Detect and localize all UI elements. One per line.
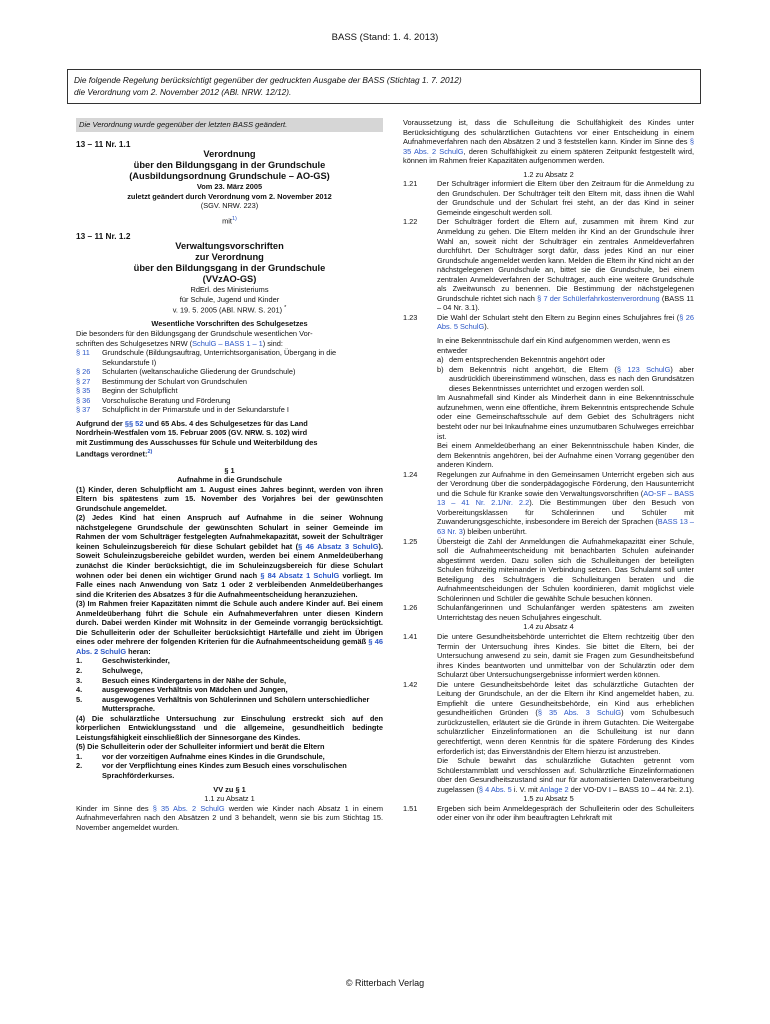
- item-text: [437, 217, 694, 312]
- auf-text-4: Landtags verordnet:: [76, 448, 148, 458]
- list-item: [76, 695, 383, 714]
- item-number: 1.51: [403, 803, 418, 813]
- auf-text: Aufgrund der: [76, 418, 125, 428]
- bek-a-label: a): [437, 355, 444, 365]
- list-item-text: Grundschule (Bildungsauftrag, Unterrichtsorganisation, Übergang in die Sekundarstufe I): [102, 348, 337, 367]
- item-text: [437, 313, 694, 332]
- list-item-key: 5.: [76, 694, 83, 704]
- para-1-abs-2: [76, 513, 383, 599]
- list-item-key: 4.: [76, 685, 83, 695]
- list-item-text: Schularten (weltanschauliche Gliederung der Grundschule): [102, 367, 296, 377]
- t142-c2: i. V. mit: [511, 784, 540, 794]
- para-1-abs-5: (5) Die Schulleiterin oder der Schulleiter informiert und berät die Eltern: [76, 742, 325, 752]
- bekenntnis-block: [403, 336, 694, 470]
- item-number: 1.26: [403, 603, 418, 613]
- item-1-42: [403, 680, 694, 756]
- asterisk-footnote: *: [284, 305, 287, 312]
- abs2-text-b: ). Soweit Schuleinzugsbereiche gebildet wurden, werden bei einem Anmeldeüberhang zunächst die Kinder berücksichtigt, die im Schuleinzugsbereich für diese Schulart wohnen oder bei denen ein wichtiger Grund nach: [76, 541, 383, 580]
- item-text: Der Schulträger informiert die Eltern über den Zeitraum für die Anmeldung zu den Grundschulen. Der Schulträger teilt den Eltern mit, dass ihnen die Wahl der Grundschule und der Schulart frei steht, an der das Kind in seiner Gemeinde eingeschult werden soll.: [437, 179, 694, 217]
- notice-line-1: Die folgende Regelung berücksichtigt gegenüber der gedruckten Ausgabe der BASS (Stichtag 1. 7. 2012): [74, 75, 462, 85]
- intro-a: Voraussetzung ist, dass die Schulleitung die Schulfähigkeit des Kindes unter Berücksichtigung des schulärztlichen Gutachtens vor einer Entscheidung in einem Aufnahmeverfahren nach den Absätzen 2 und 3 feststellen kann. Kinder im Sinne des: [403, 118, 694, 147]
- list-item-text: ausgewogenes Verhältnis von Mädchen und Jungen,: [102, 685, 288, 695]
- t142-b: ) vom Schulbesuch zurückzustellen, erläutert sie die Gründe in ihrem Gutachten. Die Weitergabe schulärztlicher Einzelinformationen an die Schulleitung ist nur dann gerechtfertigt, wenn deren Kenntnis für die spätere Förderung des Kindes erforderlich ist; das Einverständnis der Eltern hierzu ist anzustreben.: [437, 708, 694, 756]
- heading-1-2: 1.2 zu Absatz 2: [523, 169, 574, 179]
- para123-link[interactable]: § 123 SchulG: [616, 364, 671, 374]
- item-text: [437, 680, 694, 756]
- list-item-text: ausgewogenes Verhältnis von Schülerinnen und Schülern unterschiedlicher Muttersprache.: [102, 694, 370, 714]
- list-item-text: Vorschulische Beratung und Förderung: [102, 395, 231, 405]
- list-item-text: Schulwege,: [102, 666, 143, 676]
- abs3-text-b: heran:: [126, 646, 151, 656]
- para-1-abs-3: [76, 599, 383, 656]
- s1-changed: zuletzt geändert durch Verordnung vom 2. November 2012: [127, 191, 332, 201]
- list-item-key: § 11: [76, 348, 90, 358]
- page-footer: © Ritterbach Verlag: [345, 978, 425, 988]
- list-item-key: § 27: [76, 376, 91, 386]
- item-1-23: [403, 313, 694, 332]
- item-1-22: [403, 217, 694, 312]
- list-item-key: 3.: [76, 675, 83, 685]
- list-item-key: § 26: [76, 367, 91, 377]
- s2-rderl-3: [76, 304, 383, 315]
- list-item-key: 1.: [76, 751, 83, 761]
- list-item-text: Beginn der Schulpflicht: [102, 386, 178, 396]
- item-text: Schulanfängerinnen und Schulanfänger werden spätestens am zweiten Unterrichtstag des neuen Schuljahres eingeschult.: [437, 603, 694, 622]
- wv-intro-end: ) sind:: [262, 338, 283, 348]
- bek-a: [437, 355, 694, 365]
- list-item: [76, 666, 383, 676]
- list-item: [76, 676, 383, 686]
- list-item: [76, 377, 383, 387]
- para-1-abs-4: (4) Die schulärztliche Untersuchung zur Einschulung erstreckt sich auf den körperlichen Entwicklungsstand und die allgemeine, gesundheitlich bedingte Leistungsfähigkeit einschließlich der Sinnesorgane des Kindes.: [76, 713, 383, 742]
- item-number: 1.42: [403, 679, 418, 689]
- abs2-text-c: vorliegt. Im Falle eines nach Anwendung von Satz 1 oder 2 verbleibenden Anmeldeüberhanges sind die Kriterien des Absatzes 3 für die Aufnahmeentscheidung heranzuziehen.: [76, 570, 384, 599]
- bek-2: Im Ausnahmefall sind Kinder als Minderheit dann in eine Bekenntnisschule aufzunehmen, wenn eine öffentliche, ihrem Bekenntnis entsprechende Schule oder eine Gemeinschaftsschule auf dem Gebiet des Schulträgers nicht besteht oder nur bei Inkaufnahme eines unzumutbaren Schulweges erreichbar ist.: [437, 393, 694, 441]
- item-number: 1.25: [403, 536, 418, 546]
- footnote-1-link[interactable]: 1): [231, 215, 237, 222]
- para46-link[interactable]: § 46 Absatz 3 SchulG: [298, 541, 379, 551]
- t142-c1: Die Schule bewahrt das schulärztliche Gutachten getrennt vom Schülerstammblatt und verschlossen auf. Schulärztliche Einzelinformationen über den Gesundheitszustand sind nur für automatisierten Datenverarbeitung zugelassen (: [437, 756, 694, 794]
- intro-link[interactable]: § 35 Abs. 2 SchulG: [403, 137, 694, 156]
- list-item: [76, 348, 383, 367]
- s2-title-1: Verwaltungsvorschriften: [175, 241, 284, 252]
- s1-mit: [76, 215, 383, 226]
- para46-2-link[interactable]: § 46 Abs. 2 SchulG: [76, 637, 383, 656]
- list-item: [76, 656, 383, 666]
- para-1-head: § 1: [224, 465, 235, 475]
- item-number: 1.21: [403, 179, 418, 189]
- t123-b: ).: [484, 322, 489, 332]
- para26-link[interactable]: § 26 Abs. 5 SchulG: [437, 312, 694, 332]
- list-item-key: § 36: [76, 395, 91, 405]
- s2-rderl-2: für Schule, Jugend und Kinder: [179, 294, 280, 304]
- list-item-text: vor der vorzeitigen Aufnahme eines Kindes in die Grundschule,: [102, 751, 325, 761]
- t124-c: ) bleiben unberührt.: [462, 526, 527, 536]
- item-text: Übersteigt die Zahl der Anmeldungen die Aufnahmekapazität einer Schule, soll die Aufnahmeentscheidung mit benachbarten Schulen aufeinander abgestimmt werden. Dazu sollen sich die Schulleitungen der beteiligten Schulen frühzeitig miteinander in Verbindung setzen. Das Schulamt soll unter Beteiligung des Schulträgers die Schulleitungen beraten und die Aufnahmeentscheidungen der Schulen koordinieren, damit möglichst viele Schülerinnen und Schüler die gewählte Schule besuchen können.: [437, 536, 694, 603]
- left-column: [76, 118, 383, 832]
- s2-title-4: (VVzAO-GS): [202, 274, 257, 285]
- bek-b: [437, 365, 694, 394]
- list-item-key: 2.: [76, 761, 83, 771]
- auf-text-b: und 65 Abs. 4 des Schulgesetzes für das Land: [143, 418, 308, 428]
- criteria-list: [76, 656, 383, 713]
- wv-intro-2: [76, 339, 383, 349]
- info-list: [76, 752, 383, 781]
- s1-date: Vom 23. März 2005: [196, 182, 263, 192]
- list-item: [76, 761, 383, 780]
- vv-text-a: Kinder im Sinne des: [76, 803, 153, 813]
- bek-b2: ) aber ausdrücklich übereinstimmend wünschen, dass es nach den Grundsätzen dieses Bekenntnisses unterrichtet und erzogen werden soll.: [449, 364, 694, 393]
- t122-a: Der Schulträger fordert die Eltern auf, zusammen mit ihrem Kind zur Anmeldung zu gehen. Die Eltern melden ihr Kind an der Grundschule ihrer Wahl an, soweit nicht der Schulträger ein zentrales Anmeldeverfahren durchführt. Der Schulträger sorgt dafür, dass jedes Kind an nur einer Grundschule angemeldet werden kann. Melden die Eltern ihr Kind nicht an der nächstgelegenen Grundschule an, bittet sie die Grundschule, bei einem zentralen Anmeldeverfahren der Schulträger, auch eine weitere Grundschule als Zweitwunsch zu benennen. Die Bestimmung der nächstgelegenen Grundschule richtet sich nach: [437, 217, 694, 303]
- heading-1-5: 1.5 zu Absatz 5: [523, 794, 574, 804]
- t124-b: ). Die Bestimmungen über den Besuch von Vorbereitungsklassen für Schülerinnen und Schüler mit Zuwanderungsgeschichte, insbesondere im Bereich der Sprachen (: [437, 498, 694, 527]
- intro-b: , deren Schulfähigkeit zu einem späteren Zeitpunkt festgestellt wird, können im Rahmen freier Kapazitäten aufgenommen werden.: [403, 146, 694, 166]
- t122-b: (BASS 11 – 04 Nr. 3.1).: [437, 293, 694, 313]
- vv-sub: 1.1 zu Absatz 1: [204, 794, 255, 804]
- wv-list: [76, 348, 383, 415]
- mit-text: mit: [222, 216, 232, 226]
- item-1-42-cont: [403, 756, 694, 794]
- bek-3: Bei einem Anmeldeüberhang an einer Bekenntnisschule haben Kinder, die dem Bekenntnis angehören, bei der Aufnahme einen Vorrang gegenüber den anderen Kindern.: [437, 441, 694, 470]
- abs3-text-a: (3) Im Rahmen freier Kapazitäten nimmt die Schule auch andere Kinder auf. Bei einem Anmeldeüberhang führt die Schule ein Aufnahmeverfahren unter diesen Kindern durch. Dabei werden Kinder mit Wohnsitz in der Gemeinde vorrangig berücksichtigt. Die Schulleiterin oder der Schulleiter berücksichtigt Härtefälle und zieht im Übrigen eines oder mehrere der folgenden Kriterien für die Aufnahmeentscheidung gemäß: [76, 599, 383, 647]
- item-1-51: [403, 804, 694, 823]
- bek-b-text: [449, 365, 694, 394]
- aufgrund-1: [76, 419, 383, 429]
- bek-b1: dem Bekenntnis nicht angehört, die Eltern (: [449, 364, 617, 374]
- list-item: [76, 367, 383, 377]
- item-text: Die untere Gesundheitsbehörde unterrichtet die Eltern rechtzeitig über den Termin der Untersuchung ihres Kindes. Sie bittet die Eltern, bei der Untersuchung anwesend zu sein, damit sie Fragen zum Gesundheitsbefund ihres Kindes beantworten und unmittelbar von der Schulärztin oder dem Schularzt über Untersuchungsergebnisse informiert werden können.: [437, 631, 694, 680]
- notice-box: [67, 69, 701, 104]
- heading-1-4: 1.4 zu Absatz 4: [523, 622, 574, 632]
- list-item-key: § 35: [76, 386, 91, 396]
- list-item-key: 1.: [76, 656, 83, 666]
- para4-5-link[interactable]: § 4 Abs. 5: [478, 784, 512, 794]
- s1-sgv: (SGV. NRW. 223): [200, 201, 259, 211]
- bass-13-63-link[interactable]: BASS 13 – 63 Nr. 3: [437, 517, 694, 536]
- wv-intro-1: Die besonders für den Bildungsgang der Grundschule wesentlichen Vor-: [76, 328, 313, 338]
- wv-intro-text: schriften des Schulgesetzes NRW (: [76, 338, 193, 348]
- item-number: 1.41: [403, 631, 418, 641]
- list-item-key: 2.: [76, 666, 83, 676]
- item-1-41: [403, 632, 694, 680]
- list-item: [76, 396, 383, 406]
- vv-title: VV zu § 1: [213, 784, 246, 794]
- item-1-26: [403, 603, 694, 622]
- s2-title-3: über den Bildungsgang in der Grundschule: [133, 263, 326, 274]
- schuelerfahrkosten-link[interactable]: § 7 der Schülerfahrkostenverordnung: [537, 293, 660, 303]
- vv-text-b: werden wie Kinder nach Absatz 1 in einem Aufnahmeverfahren nach den Absätzen 2 und 3 behandelt, wenn sie bis zum Stichtag 15. November angemeldet wurden.: [76, 803, 383, 832]
- list-item-text: Bestimmung der Schulart von Grundschulen: [102, 376, 248, 386]
- s2-title-2: zur Verordnung: [195, 252, 264, 263]
- para-1-title: Aufnahme in die Grundschule: [176, 475, 283, 485]
- rderl-date: v. 19. 5. 2005 (ABl. NRW. S. 201): [172, 305, 283, 315]
- aufgrund-2: Nordrhein-Westfalen vom 15. Februar 2005 (GV. NRW. S. 102) wird: [76, 428, 308, 438]
- list-item-text: Geschwisterkinder,: [102, 656, 170, 666]
- s1-title-3: (Ausbildungsordnung Grundschule – AO-GS): [129, 171, 330, 182]
- bek-b-label: b): [437, 364, 444, 374]
- item-text: Ergeben sich beim Anmeldegespräch der Schulleiterin oder des Schulleiters oder einer von ihr oder ihm beauftragten Lehrkraft mit: [437, 803, 694, 823]
- page-header: BASS (Stand: 1. 4. 2013): [331, 32, 439, 43]
- para35-3-link[interactable]: § 35 Abs. 3 SchulG: [537, 708, 622, 718]
- s1-title-1: Verordnung: [203, 149, 256, 160]
- right-intro: [403, 118, 694, 166]
- t142-a: Die untere Gesundheitsbehörde leitet das schulärztliche Gutachten der Leitung der Grundschule, an der die Eltern ihr Kind angemeldet haben, zu. Empfiehlt die untere Gesundheitsbehörde, ein Kind aus erheblichen gesundheitlichen Gründen (: [437, 679, 694, 718]
- section-number-2: 13 – 11 Nr. 1.2: [76, 230, 131, 241]
- wv-title: Wesentliche Vorschriften des Schulgesetzes: [151, 319, 308, 329]
- para84-link[interactable]: § 84 Absatz 1 SchulG: [260, 570, 340, 580]
- aufgrund-3: mit Zustimmung des Ausschusses für Schule und Weiterbildung des: [76, 437, 318, 447]
- t142-c3: der VO-DV I – BASS 10 – 44 Nr. 2.1).: [568, 784, 694, 794]
- list-item-text: vor der Verpflichtung eines Kindes zum Besuch eines vorschulischen Sprachförderkurses.: [102, 761, 347, 781]
- item-number: 1.24: [403, 469, 418, 479]
- s2-rderl-1: RdErl. des Ministeriums: [190, 285, 269, 295]
- list-item-text: Besuch eines Kindergartens in der Nähe der Schule,: [102, 675, 287, 685]
- item-1-24: [403, 470, 694, 537]
- item-number: 1.22: [403, 217, 418, 227]
- aufgrund-4: [76, 448, 383, 459]
- t124-a: Regelungen zur Aufnahme in den Gemeinsamen Unterricht ergeben sich aus der Verordnung über die sonderpädagogische Förderung, den Hausunterricht und die Schule für Kranke sowie den Verwaltungsvorschriften (: [437, 469, 694, 498]
- bek-a-text: dem entsprechenden Bekenntnis angehört oder: [449, 355, 606, 365]
- abs2-text-a: (2) Jedes Kind hat einen Anspruch auf Aufnahme in die seiner Wohnung nächstgelegene Grundschule der gewünschten Schulart in seiner Gemeinde im Rahmen der vom Schulträger festgelegten Aufnahmekapazität, soweit der Schulträger keinen Schuleinzugsbereich für diese Schulart gebildet hat (: [76, 513, 383, 551]
- para35-link[interactable]: § 35 Abs. 2 SchulG: [152, 803, 225, 813]
- schulg-link[interactable]: SchulG – BASS 1 – 1: [192, 338, 263, 348]
- list-item: [76, 405, 383, 415]
- item-number: 1.23: [403, 312, 418, 322]
- t123-a: Die Wahl der Schulart steht den Eltern zu Beginn eines Schuljahres frei (: [437, 312, 680, 322]
- item-1-21: [403, 179, 694, 217]
- list-item: [76, 685, 383, 695]
- anlage2-link[interactable]: Anlage 2: [539, 784, 569, 794]
- para-1-abs-1: (1) Kinder, deren Schulpflicht am 1. August eines Jahres beginnt, werden von ihren Eltern bis spätestens zum 15. November des Vorjahres bei der gewünschten Grundschule angemeldet.: [76, 484, 383, 513]
- section-number-1: 13 – 11 Nr. 1.1: [76, 138, 131, 149]
- list-item-text: Schulpflicht in der Primarstufe und in der Sekundarstufe I: [102, 405, 289, 415]
- footnote-2-link[interactable]: 2): [147, 448, 153, 455]
- list-item: [76, 386, 383, 396]
- bek-1: In eine Bekenntnisschule darf ein Kind aufgenommen werden, wenn es entweder: [437, 336, 670, 355]
- s1-title-2: über den Bildungsgang in der Grundschule: [133, 160, 326, 171]
- notice-line-2: die Verordnung vom 2. November 2012 (ABl. NRW. 12/12).: [74, 87, 292, 97]
- para52-link[interactable]: §§ 52: [124, 418, 144, 428]
- right-column: [403, 118, 694, 823]
- aosf-link[interactable]: AO-SF – BASS 13 – 41 Nr. 2.1/Nr. 2.2: [437, 488, 694, 508]
- change-note: Die Verordnung wurde gegenüber der letzten BASS geändert.: [76, 118, 383, 132]
- item-text: [437, 470, 694, 537]
- vv-text: [76, 804, 383, 833]
- item-1-25: [403, 537, 694, 604]
- list-item-key: § 37: [76, 405, 91, 415]
- list-item: [76, 752, 383, 762]
